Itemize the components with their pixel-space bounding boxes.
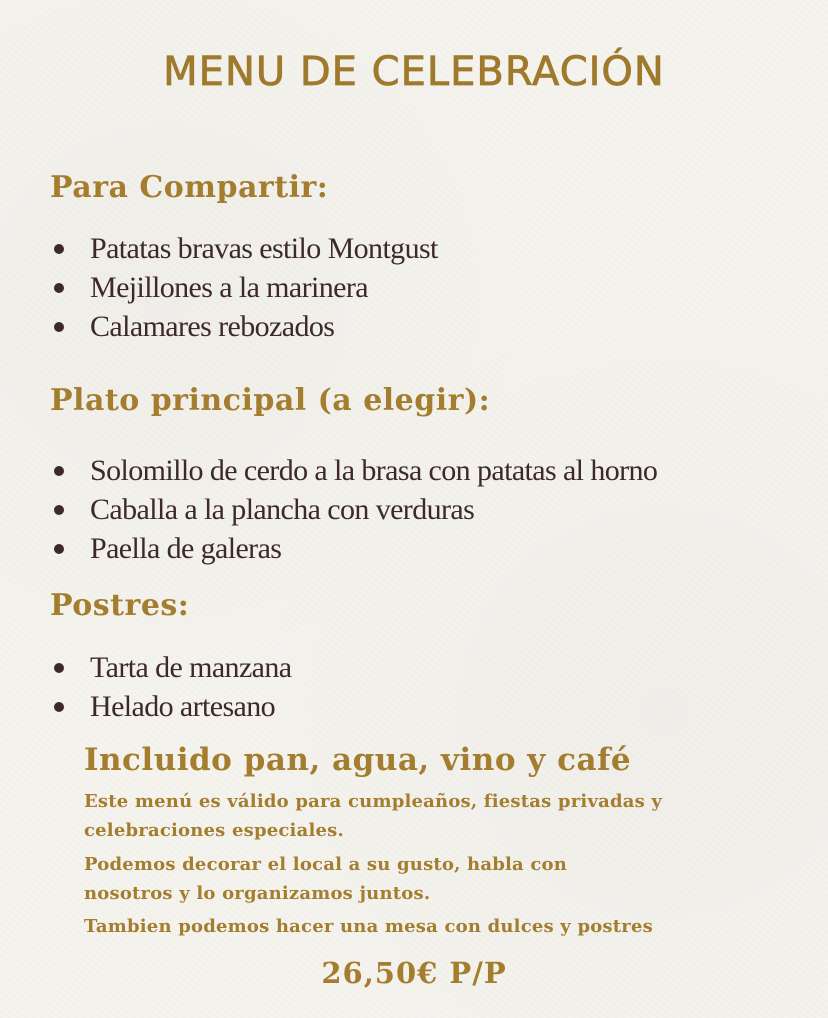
dish-name: Tarta de manzana	[90, 651, 292, 684]
list-item	[50, 529, 657, 568]
dish-name: Solomillo de cerdo a la brasa con patatas al horno	[90, 454, 658, 487]
bullet-icon	[54, 544, 64, 554]
section-heading-postres: Postres:	[50, 588, 190, 623]
note-line: Este menú es válido para cumpleaños, fiestas privadas y	[84, 791, 663, 812]
bullet-icon	[54, 702, 64, 712]
bullet-icon	[54, 466, 64, 476]
note-line: nosotros y lo organizamos juntos.	[84, 883, 431, 904]
list-item	[50, 490, 657, 529]
dish-name: Helado artesano	[90, 690, 276, 723]
price-label: 26,50€ P/P	[321, 956, 507, 990]
included-banner: Incluido pan, agua, vino y café	[84, 742, 632, 778]
bullet-icon	[54, 663, 64, 673]
list-item	[50, 687, 292, 726]
bullet-icon	[54, 244, 64, 254]
bullet-icon	[54, 283, 64, 293]
list-item	[50, 451, 657, 490]
list-item	[50, 648, 292, 687]
list-item	[50, 268, 438, 307]
note-line: Tambien podemos hacer una mesa con dulces y postres	[84, 916, 653, 937]
section-list-principal	[50, 451, 657, 568]
note-line: Podemos decorar el local a su gusto, habla con	[84, 854, 568, 875]
note-line: celebraciones especiales.	[84, 820, 344, 841]
section-heading-compartir: Para Compartir:	[50, 170, 329, 205]
section-list-postres	[50, 648, 292, 726]
dish-name: Calamares rebozados	[90, 310, 335, 343]
dish-name: Patatas bravas estilo Montgust	[90, 232, 438, 265]
dish-name: Mejillones a la marinera	[90, 271, 368, 304]
list-item	[50, 229, 438, 268]
menu-title: MENU DE CELEBRACIÓN	[163, 48, 665, 95]
bullet-icon	[54, 505, 64, 515]
list-item	[50, 307, 438, 346]
section-heading-principal: Plato principal (a elegir):	[50, 383, 491, 418]
dish-name: Paella de galeras	[90, 532, 282, 565]
dish-name: Caballa a la plancha con verduras	[90, 493, 475, 526]
bullet-icon	[54, 322, 64, 332]
section-list-compartir	[50, 229, 438, 346]
